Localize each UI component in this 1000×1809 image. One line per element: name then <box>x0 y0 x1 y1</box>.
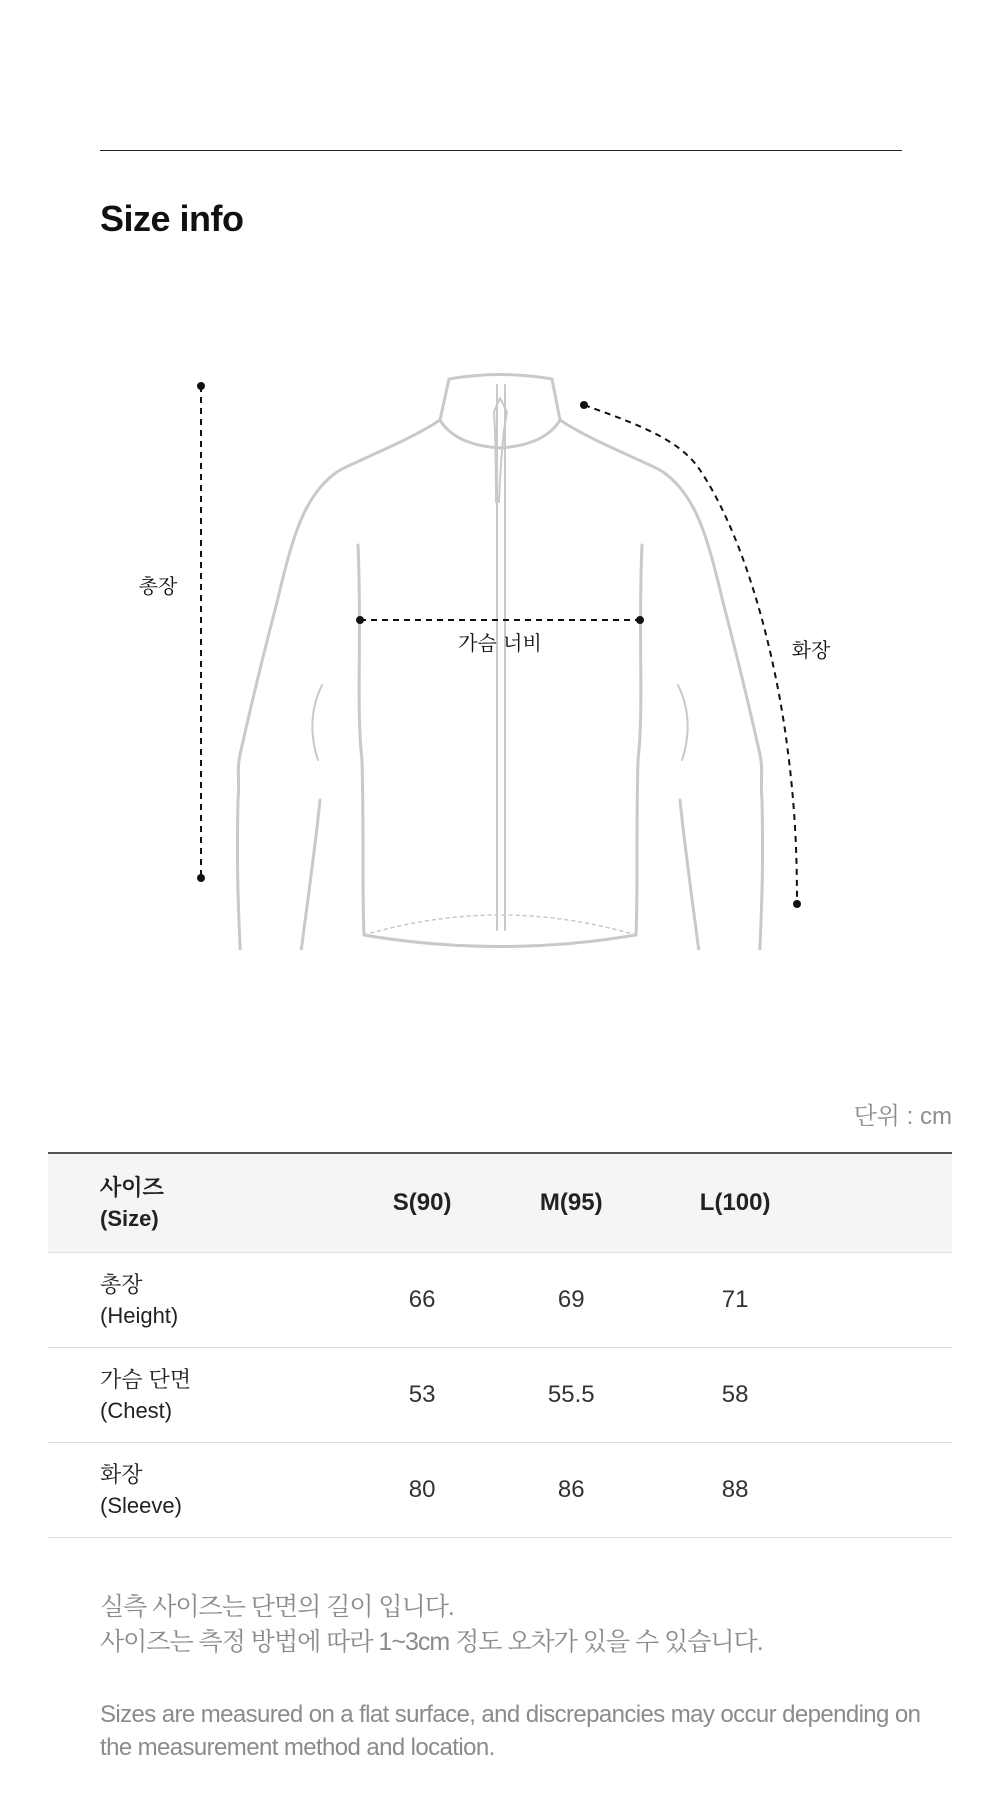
row-label-ko: 화장 <box>100 1461 143 1487</box>
header-label-en: (Size) <box>100 1205 159 1231</box>
header-label-ko: 사이즈 <box>100 1174 164 1200</box>
length-label: 총장 <box>138 574 178 598</box>
jacket-outline <box>237 375 762 951</box>
cell-spacer <box>822 1442 952 1537</box>
cell-value: 53 <box>408 1380 436 1408</box>
note-ko-line2: 사이즈는 측정 방법에 따라 1~3cm 정도 오차가 있을 수 있습니다. <box>100 1628 763 1656</box>
row-label-ko: 총장 <box>100 1271 143 1297</box>
chest-label: 가슴 너비 <box>458 631 542 655</box>
chest-measure-line <box>356 616 644 624</box>
cell-value: 86 <box>557 1475 585 1503</box>
header-size-label <box>48 1153 350 1252</box>
page-title: Size info <box>100 198 244 239</box>
cell-value: 69 <box>557 1285 585 1313</box>
cell-value: 58 <box>721 1380 749 1408</box>
row-label-en: (Chest) <box>100 1397 173 1423</box>
note-ko-line1: 실측 사이즈는 단면의 길이 입니다. <box>100 1593 454 1621</box>
table-row-height <box>48 1252 952 1347</box>
cell-value: 71 <box>721 1285 749 1313</box>
table-row-sleeve <box>48 1442 952 1537</box>
header-col-l: L(100) <box>699 1188 771 1216</box>
table-row-chest <box>48 1347 952 1442</box>
cell-value: 88 <box>721 1475 749 1503</box>
top-divider <box>100 150 902 151</box>
row-label-ko: 가슴 단면 <box>100 1366 192 1392</box>
row-label-en: (Sleeve) <box>100 1492 182 1518</box>
jacket-measurement-diagram <box>0 330 1000 950</box>
size-table <box>48 1152 952 1538</box>
header-col-s: S(90) <box>392 1188 452 1216</box>
cell-spacer <box>822 1252 952 1347</box>
cell-value: 66 <box>408 1285 436 1313</box>
sleeve-label: 화장 <box>791 638 831 662</box>
row-label <box>48 1347 350 1442</box>
header-col-m: M(95) <box>539 1188 603 1216</box>
length-measure-line <box>197 382 205 882</box>
notes-english: Sizes are measured on a flat surface, and discrepancies may occur depending on the measurement method and location. <box>100 1701 921 1761</box>
cell-value: 55.5 <box>547 1380 595 1408</box>
header-spacer <box>822 1153 952 1252</box>
cell-spacer <box>822 1347 952 1442</box>
sleeve-measure-line <box>580 401 801 908</box>
row-label <box>48 1252 350 1347</box>
notes-korean <box>100 1590 763 1660</box>
table-header-row <box>48 1153 952 1252</box>
unit-label: 단위 : cm <box>853 1103 952 1130</box>
row-label-en: (Height) <box>100 1302 179 1328</box>
cell-value: 80 <box>408 1475 436 1503</box>
row-label <box>48 1442 350 1537</box>
